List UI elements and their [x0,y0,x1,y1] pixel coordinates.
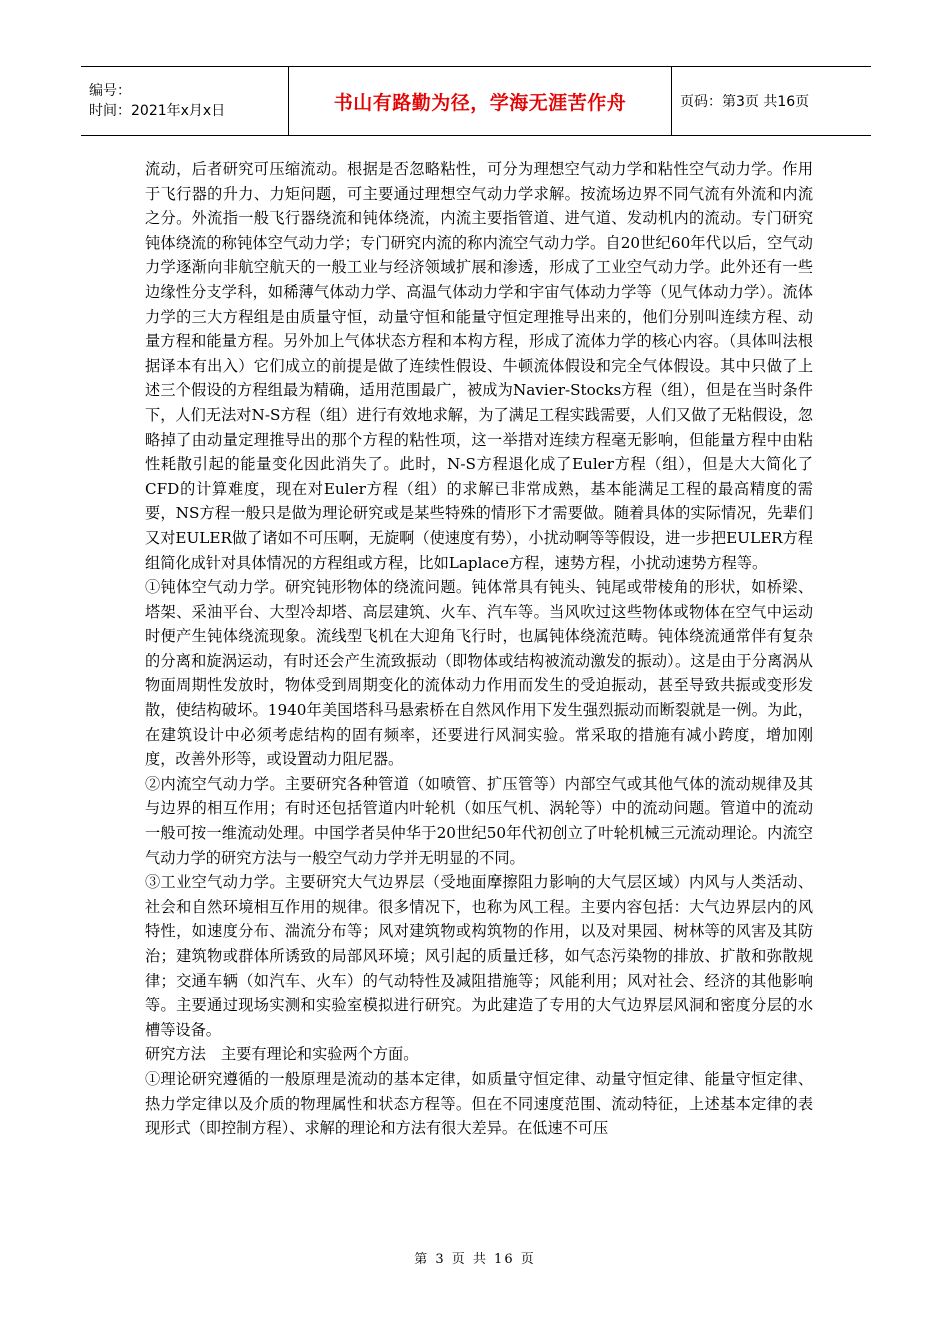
paragraph: 研究方法 主要有理论和实验两个方面。 [145,1045,419,1064]
header-meta [81,67,289,136]
document-body [145,157,813,1141]
document-date: 时间：2021年x月x日 [89,103,226,119]
page-footer: 第 3 页 共 16 页 [414,1252,536,1267]
document-number: 编号： [89,83,131,99]
paragraph: ②内流空气动力学。主要研究各种管道（如喷管、扩压管等）内部空气或其他气体的流动规律及其与边界的相互作用；有时还包括管道内叶轮机（如压气机、涡轮等）中的流动问题。管道中的流动一般可按一维流动处理。中国学者吴仲华于20世纪50年代初创立了叶轮机械三元流动理论。内流空气动力学的研究方法与一般空气动力学并无明显的不同。 [145,774,813,867]
paragraph: ③工业空气动力学。主要研究大气边界层（受地面摩擦阻力影响的大气层区域）内风与人类活动、社会和自然环境相互作用的规律。很多情况下，也称为风工程。主要内容包括：大气边界层内的风特性，如速度分布、湍流分布等；风对建筑物或构筑物的作用，以及对果园、树林等的风害及其防治；建筑物或群体所诱致的局部风环境；风引起的质量迁移，如气态污染物的排放、扩散和弥散规律；交通车辆（如汽车、火车）的气动特性及减阻措施等；风能利用；风对社会、经济的其他影响等。主要通过现场实测和实验室模拟进行研究。为此建造了专用的大气边界层风洞和密度分层的水槽等设备。 [145,873,813,1039]
paragraph: ①钝体空气动力学。研究钝形物体的绕流问题。钝体常具有钝头、钝尾或带棱角的形状，如桥梁、塔架、采油平台、大型冷却塔、高层建筑、火车、汽车等。当风吹过这些物体或物体在空气中运动时便产生钝体绕流现象。流线型飞机在大迎角飞行时，也属钝体绕流范畴。钝体绕流通常伴有复杂的分离和旋涡运动，有时还会产生流致振动（即物体或结构被流动激发的振动）。这是由于分离涡从物面周期性发放时，物体受到周期变化的流体动力作用而发生的受迫振动，甚至导致共振或变形发散，使结构破坏。1940年美国塔科马悬索桥在自然风作用下发生强烈振动而断裂就是一例。为此，在建筑设计中必须考虑结构的固有频率，还要进行风洞实验。常采取的措施有减小跨度，增加刚度，改善外形等，或设置动力阻尼器。 [145,578,813,769]
page-header [81,66,871,136]
header-motto: 书山有路勤为径，学海无涯苦作舟 [289,67,672,136]
paragraph: 流动，后者研究可压缩流动。根据是否忽略粘性，可分为理想空气动力学和粘性空气动力学。作用于飞行器的升力、力矩问题，可主要通过理想空气动力学求解。按流场边界不同气流有外流和内流之分。外流指一般飞行器绕流和钝体绕流，内流主要指管道、进气道、发动机内的流动。专门研究钝体绕流的称钝体空气动力学；专门研究内流的称内流空气动力学。自20世纪60年代以后，空气动力学逐渐向非航空航天的一般工业与经济领域扩展和渗透，形成了工业空气动力学。此外还有一些边缘性分支学科，如稀薄气体动力学、高温气体动力学和宇宙气体动力学等（见气体动力学）。流体力学的三大方程组是由质量守恒，动量守恒和能量守恒定理推导出来的，他们分别叫连续方程、动量方程和能量方程。另外加上气体状态方程和本构方程，形成了流体力学的核心内容。（具体叫法根据译本有出入）它们成立的前提是做了连续性假设、牛顿流体假设和完全气体假设。其中只做了上述三个假设的方程组最为精确，适用范围最广，被成为Navier-Stocks方程（组），但是在当时条件下，人们无法对N-S方程（组）进行有效地求解，为了满足工程实践需要，人们又做了无粘假设，忽略掉了由动量定理推导出的那个方程的粘性项，这一举措对连续方程毫无影响，但能量方程中由粘性耗散引起的能量变化因此消失了。此时，N-S方程退化成了Euler方程（组），但是大大简化了CFD的计算难度，现在对Euler方程（组）的求解已非常成熟，基本能满足工程的最高精度的需要，NS方程一般只是做为理论研究或是某些特殊的情形下才需要做。随着具体的实际情况，先辈们又对EULER做了诸如不可压啊，无旋啊（使速度有势），小扰动啊等等假设，进一步把EULER方程组简化成针对具体情况的方程组或方程，比如Laplace方程，速势方程，小扰动速势方程等。 [145,160,813,572]
header-page-info: 页码：第3页 共16页 [672,67,872,136]
paragraph: ①理论研究遵循的一般原理是流动的基本定律，如质量守恒定律、动量守恒定律、能量守恒定律、热力学定律以及介质的物理属性和状态方程等。但在不同速度范围、流动特征，上述基本定律的表现形式（即控制方程）、求解的理论和方法有很大差异。在低速不可压 [145,1069,813,1138]
